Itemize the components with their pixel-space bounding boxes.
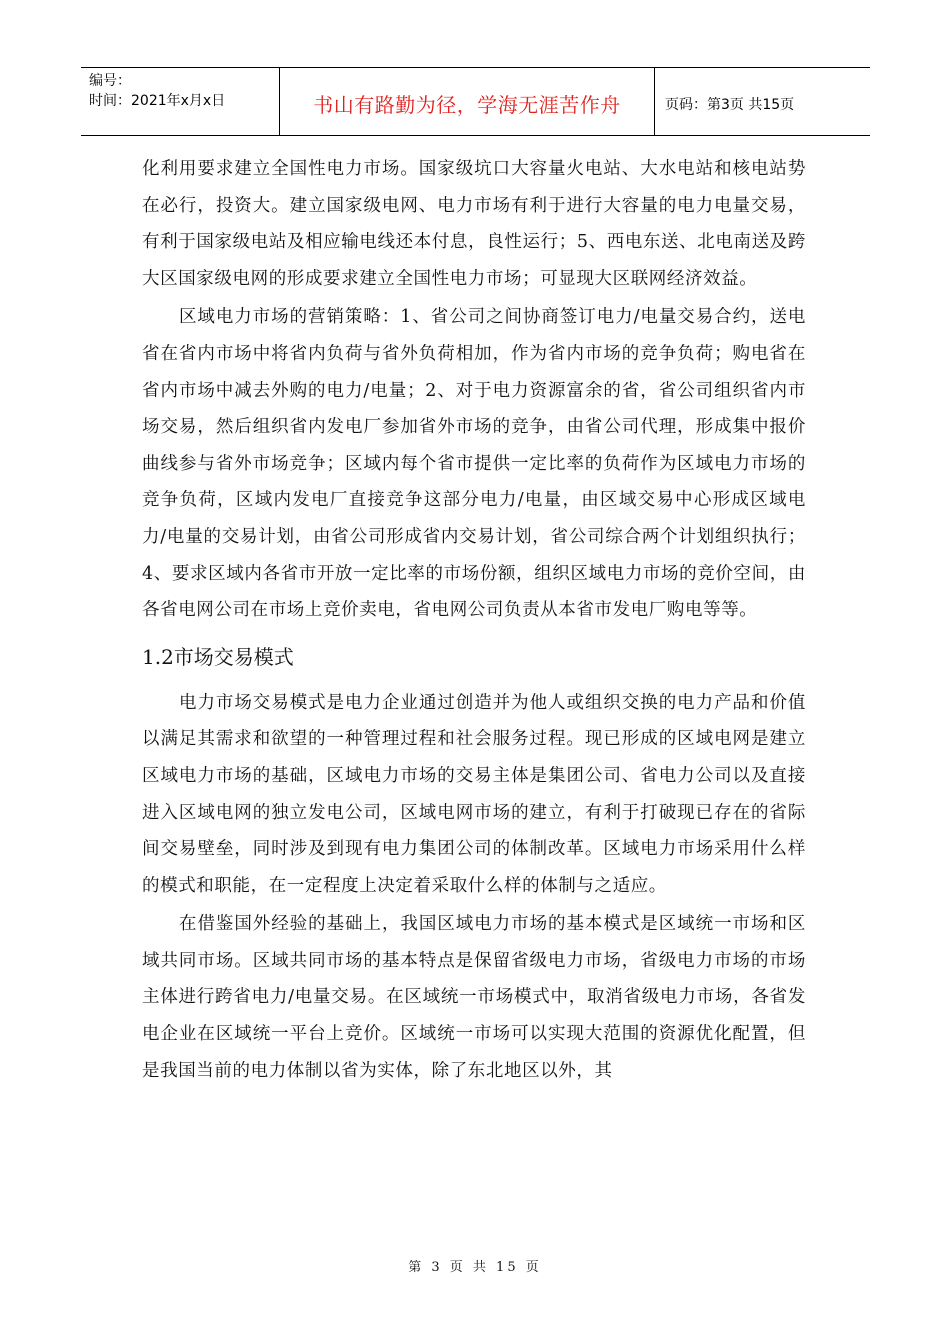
body-paragraph-3: 电力市场交易模式是电力企业通过创造并为他人或组织交换的电力产品和价值以满足其需求和欲望的一种管理过程和社会服务过程。现已形成的区域电网是建立区域电力市场的基础，区域电力市场的交易主体是集团公司、省电力公司以及直接进入区域电网的独立发电公司，区域电网市场的建立，有利于打破现已存在的省际间交易壁垒，同时涉及到现有电力集团公司的体制改革。区域电力市场采用什么样的模式和职能，在一定程度上决定着采取什么样的体制与之适应。 — [142, 692, 806, 896]
header-motto-cell — [280, 68, 655, 135]
document-body — [142, 151, 806, 1089]
header-page-label: 页码：第3页 共15页 — [665, 96, 795, 113]
document-header — [81, 67, 870, 136]
body-paragraph-4: 在借鉴国外经验的基础上，我国区域电力市场的基本模式是区域统一市场和区域共同市场。区域共同市场的基本特点是保留省级电力市场，省级电力市场的市场主体进行跨省电力/电量交易。在区域统一市场模式中，取消省级电力市场，各省发电企业在区域统一平台上竞价。区域统一市场可以实现大范围的资源优化配置，但是我国当前的电力体制以省为实体，除了东北地区以外，其 — [142, 914, 806, 1081]
header-meta-cell — [81, 68, 280, 135]
section-heading: 1.2市场交易模式 — [142, 644, 294, 669]
body-paragraph-1: 化利用要求建立全国性电力市场。国家级坑口大容量火电站、大水电站和核电站势在必行，投资大。建立国家级电网、电力市场有利于进行大容量的电力电量交易，有利于国家级电站及相应输电线还本付息，良性运行；5、西电东送、北电南送及跨大区国家级电网的形成要求建立全国性电力市场；可显现大区联网经济效益。 — [142, 159, 806, 289]
page-footer — [0, 1256, 950, 1275]
header-motto: 书山有路勤为径，学海无涯苦作舟 — [313, 93, 621, 117]
header-time-label: 时间：2021年x月x日 — [89, 93, 226, 109]
header-page-cell — [655, 68, 870, 135]
footer-page-number: 第 3 页 共 15 页 — [408, 1260, 542, 1275]
body-paragraph-2: 区域电力市场的营销策略：1、省公司之间协商签订电力/电量交易合约，送电省在省内市场中将省内负荷与省外负荷相加，作为省内市场的竞争负荷；购电省在省内市场中减去外购的电力/电量；2、对于电力资源富余的省，省公司组织省内市场交易，然后组织省内发电厂参加省外市场的竞争，由省公司代理，形成集中报价曲线参与省外市场竞争；区域内每个省市提供一定比率的负荷作为区域电力市场的竞争负荷，区域内发电厂直接竞争这部分电力/电量，由区域交易中心形成区域电力/电量的交易计划，由省公司形成省内交易计划，省公司综合两个计划组织执行；4、要求区域内各省市开放一定比率的市场份额，组织区域电力市场的竞价空间，由各省电网公司在市场上竞价卖电，省电网公司负责从本省市发电厂购电等等。 — [142, 307, 806, 621]
header-number-label: 编号： — [89, 73, 131, 89]
